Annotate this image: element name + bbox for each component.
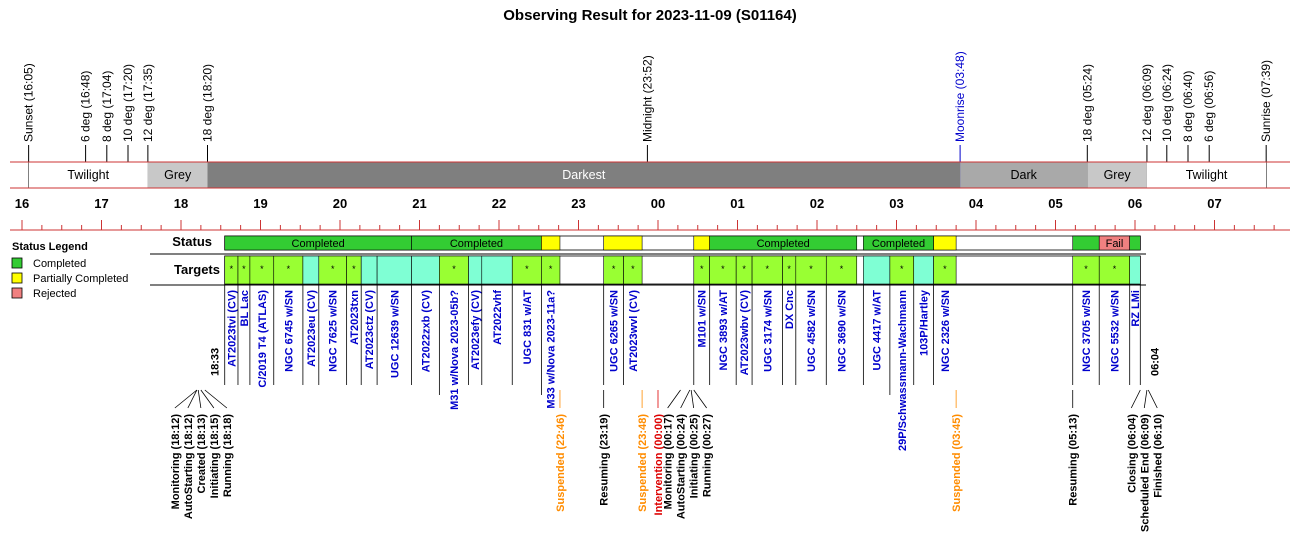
target-block [482,256,512,284]
log-event-tick [201,390,214,408]
status-block-completed [1073,236,1100,250]
target-name-label: 29P/Schwassmann-Wachmann [896,290,909,451]
target-block [914,256,934,284]
log-event-tick [1144,390,1147,408]
hour-tick-label: 17 [94,196,109,211]
target-completed-mark: * [525,264,529,274]
target-block [469,256,482,284]
target-block [377,256,411,284]
hour-tick-label: 01 [730,196,745,211]
log-event-tick [1131,390,1140,408]
log-event-tick [691,390,694,408]
target-completed-mark: * [452,264,456,274]
chart-title: Observing Result for 2023-11-09 (S01164) [503,7,797,24]
hour-tick-label: 07 [1207,196,1222,211]
status-row-label: Status [172,234,212,249]
target-completed-mark: * [229,264,234,274]
target-completed-mark: * [943,264,947,274]
target-name-label: NGC 5532 w/SN [1109,290,1122,372]
sky-event-label: 18 deg (05:24) [1080,63,1095,142]
log-event-label: AutoStarting (18:12) [182,414,195,520]
hour-tick-label: 00 [650,196,666,211]
target-name-label: AT2023wbv (CV) [739,290,752,376]
log-event-label: Initiating (00:25) [688,414,701,499]
sky-event-label: 6 deg (16:48) [78,70,93,142]
status-block-partial [604,236,642,250]
band-label: Twilight [1185,168,1228,182]
target-name-label: UGC 3174 w/SN [762,290,775,372]
sky-event-label: Sunset (16:05) [21,63,36,142]
target-name-label: UGC 12639 w/SN [389,290,402,379]
log-event-label: Suspended (03:45) [951,414,964,512]
target-completed-mark: * [1084,264,1088,274]
log-event-label: Resuming (05:13) [1067,414,1080,506]
sky-event-label: 10 deg (06:24) [1159,63,1174,142]
hour-tick-label: 20 [332,196,348,211]
sky-event-label: 8 deg (17:04) [99,70,114,142]
log-event-label: Resuming (23:19) [598,414,611,506]
target-completed-mark: * [631,264,635,274]
status-block-completed [1130,236,1141,250]
hour-tick-label: 22 [491,196,507,211]
band-label: Grey [164,168,192,182]
target-completed-mark: * [839,264,844,274]
log-event-label: Suspended (22:46) [554,414,567,512]
status-block-partial [541,236,560,250]
hour-tick-label: 23 [571,196,586,211]
hour-tick-label: 21 [412,196,427,211]
darkness-bands-layer [10,162,1290,188]
target-completed-mark: * [260,264,264,274]
hour-tick-label: 02 [809,196,825,211]
target-name-label: C/2019 T4 (ATLAS) [256,290,269,388]
targets-row-label: Targets [174,262,220,277]
target-completed-mark: * [286,264,291,274]
status-block-label: Completed [756,238,810,250]
target-name-label: AT2023tvi (CV) [226,290,239,367]
sky-event-label: 12 deg (06:09) [1139,63,1154,142]
target-name-label: UGC 4417 w/AT [871,290,884,371]
log-event-tick [694,390,707,408]
hour-tick-label: 03 [889,196,904,211]
log-event-label: Initiating (18:15) [208,414,221,499]
target-name-label: AT2022zxb (CV) [420,290,433,373]
band-label: Dark [1010,168,1037,182]
target-name-label: NGC 2326 w/SN [939,290,952,372]
sky-event-label: 12 deg (17:35) [140,63,155,142]
log-event-tick [1148,390,1157,408]
target-name-label: RZ LMi [1130,290,1142,327]
time-axis-layer [10,196,1290,230]
target-name-label: NGC 3690 w/SN [836,290,849,372]
target-block [303,256,319,284]
log-event-label: Suspended (23:48) [637,414,650,512]
target-name-label: NGC 3705 w/SN [1080,290,1093,372]
band-label: Darkest [562,168,606,182]
sky-event-label: 18 deg (18:20) [200,63,215,142]
log-event-tick [681,390,690,408]
axis-time-label: 06:04 [1149,347,1162,376]
target-name-label: M101 w/SN [696,290,709,348]
sky-event-label: Midnight (23:52) [640,55,655,142]
sky-event-label: Sunrise (07:39) [1259,59,1274,142]
target-block [863,256,890,284]
target-completed-mark: * [900,264,904,274]
legend-swatch-rejected [12,288,22,298]
target-completed-mark: * [809,264,813,274]
legend-title: Status Legend [12,241,88,253]
log-event-label: Running (00:27) [701,414,714,498]
target-name-label: AT2023ctz (CV) [364,290,377,370]
target-name-label: AT2022vhf [492,290,505,345]
legend-item-label: Rejected [33,288,77,300]
band-label: Twilight [67,168,110,182]
target-completed-mark: * [742,264,746,274]
target-completed-mark: * [611,264,616,274]
target-completed-mark: * [1112,264,1117,274]
hour-tick-label: 19 [253,196,268,211]
target-name-label: AT2023wvl (CV) [627,290,640,372]
log-event-tick [205,390,227,408]
hour-tick-label: 06 [1127,196,1143,211]
target-completed-mark: * [721,264,725,274]
log-event-label: Scheduled End (06:09) [1139,414,1152,532]
log-event-label: Created (18:13) [195,414,208,494]
target-name-label: BL Lac [238,290,251,327]
target-name-label: AT2023efy (CV) [470,290,483,370]
log-event-label: Closing (06:04) [1126,414,1139,493]
target-name-label: M33 w/Nova 2023-11a? [545,290,558,409]
target-name-label: NGC 6745 w/SN [283,290,296,372]
target-completed-mark: * [548,264,553,274]
status-block-partial [934,236,957,250]
hour-tick-label: 16 [14,196,30,211]
log-event-label: Monitoring (18:12) [169,414,182,510]
target-name-label: M31 w/Nova 2023-05b? [448,290,461,410]
sky-event-label: Moonrise (03:48) [953,51,968,142]
legend-item-label: Partially Completed [33,273,129,285]
status-block-label: Completed [871,238,926,250]
target-name-label: DX Cnc [784,290,797,330]
log-event-label: Finished (06:10) [1152,414,1165,498]
target-name-label: NGC 3893 w/AT [717,290,730,371]
target-completed-mark: * [242,264,246,274]
target-completed-mark: * [765,264,770,274]
hour-tick-label: 04 [968,196,984,211]
target-block [412,256,440,284]
log-event-label: Monitoring (00:17) [662,414,675,510]
legend-item-label: Completed [33,258,87,270]
legend-swatch-partial [12,273,22,283]
target-name-label: UGC 6265 w/SN [608,290,621,372]
legend [12,241,128,300]
log-event-tick [668,390,681,408]
target-name-label: AT2023txn [348,290,361,345]
log-event-label: Running (18:18) [221,414,234,498]
band-label: Grey [1103,168,1131,182]
status-block-label: Fail [1105,238,1124,250]
target-name-label: 103P/Hartley [918,290,931,357]
target-name-label: UGC 831 w/AT [521,290,534,365]
sky-event-label: 10 deg (17:20) [121,63,135,142]
axis-time-label: 18:33 [209,347,222,376]
target-completed-mark: * [699,264,704,274]
log-event-tick [188,390,197,408]
hour-tick-label: 05 [1048,196,1063,211]
hour-tick-label: 18 [173,196,189,211]
sky-event-label: 6 deg (06:56) [1202,70,1217,142]
target-block [361,256,377,284]
log-event-label: AutoStarting (00:24) [675,414,688,520]
target-completed-mark: * [330,264,335,274]
target-completed-mark: * [352,264,356,274]
target-name-label: NGC 7625 w/SN [327,290,340,372]
log-events-layer [170,390,1164,532]
log-event-tick [175,390,197,408]
log-event-label: Intervention (00:00) [653,414,665,516]
status-block-label: Completed [449,238,504,250]
log-event-tick [198,390,201,408]
target-name-label: UGC 4582 w/SN [806,290,819,372]
sky-event-label: 8 deg (06:40) [1181,70,1195,142]
status-block-partial [694,236,710,250]
legend-swatch-completed [12,258,22,268]
target-completed-mark: * [787,264,791,274]
status-block-label: Completed [291,238,345,250]
target-block [1130,256,1141,284]
target-name-label: AT2023eu (CV) [305,290,318,367]
